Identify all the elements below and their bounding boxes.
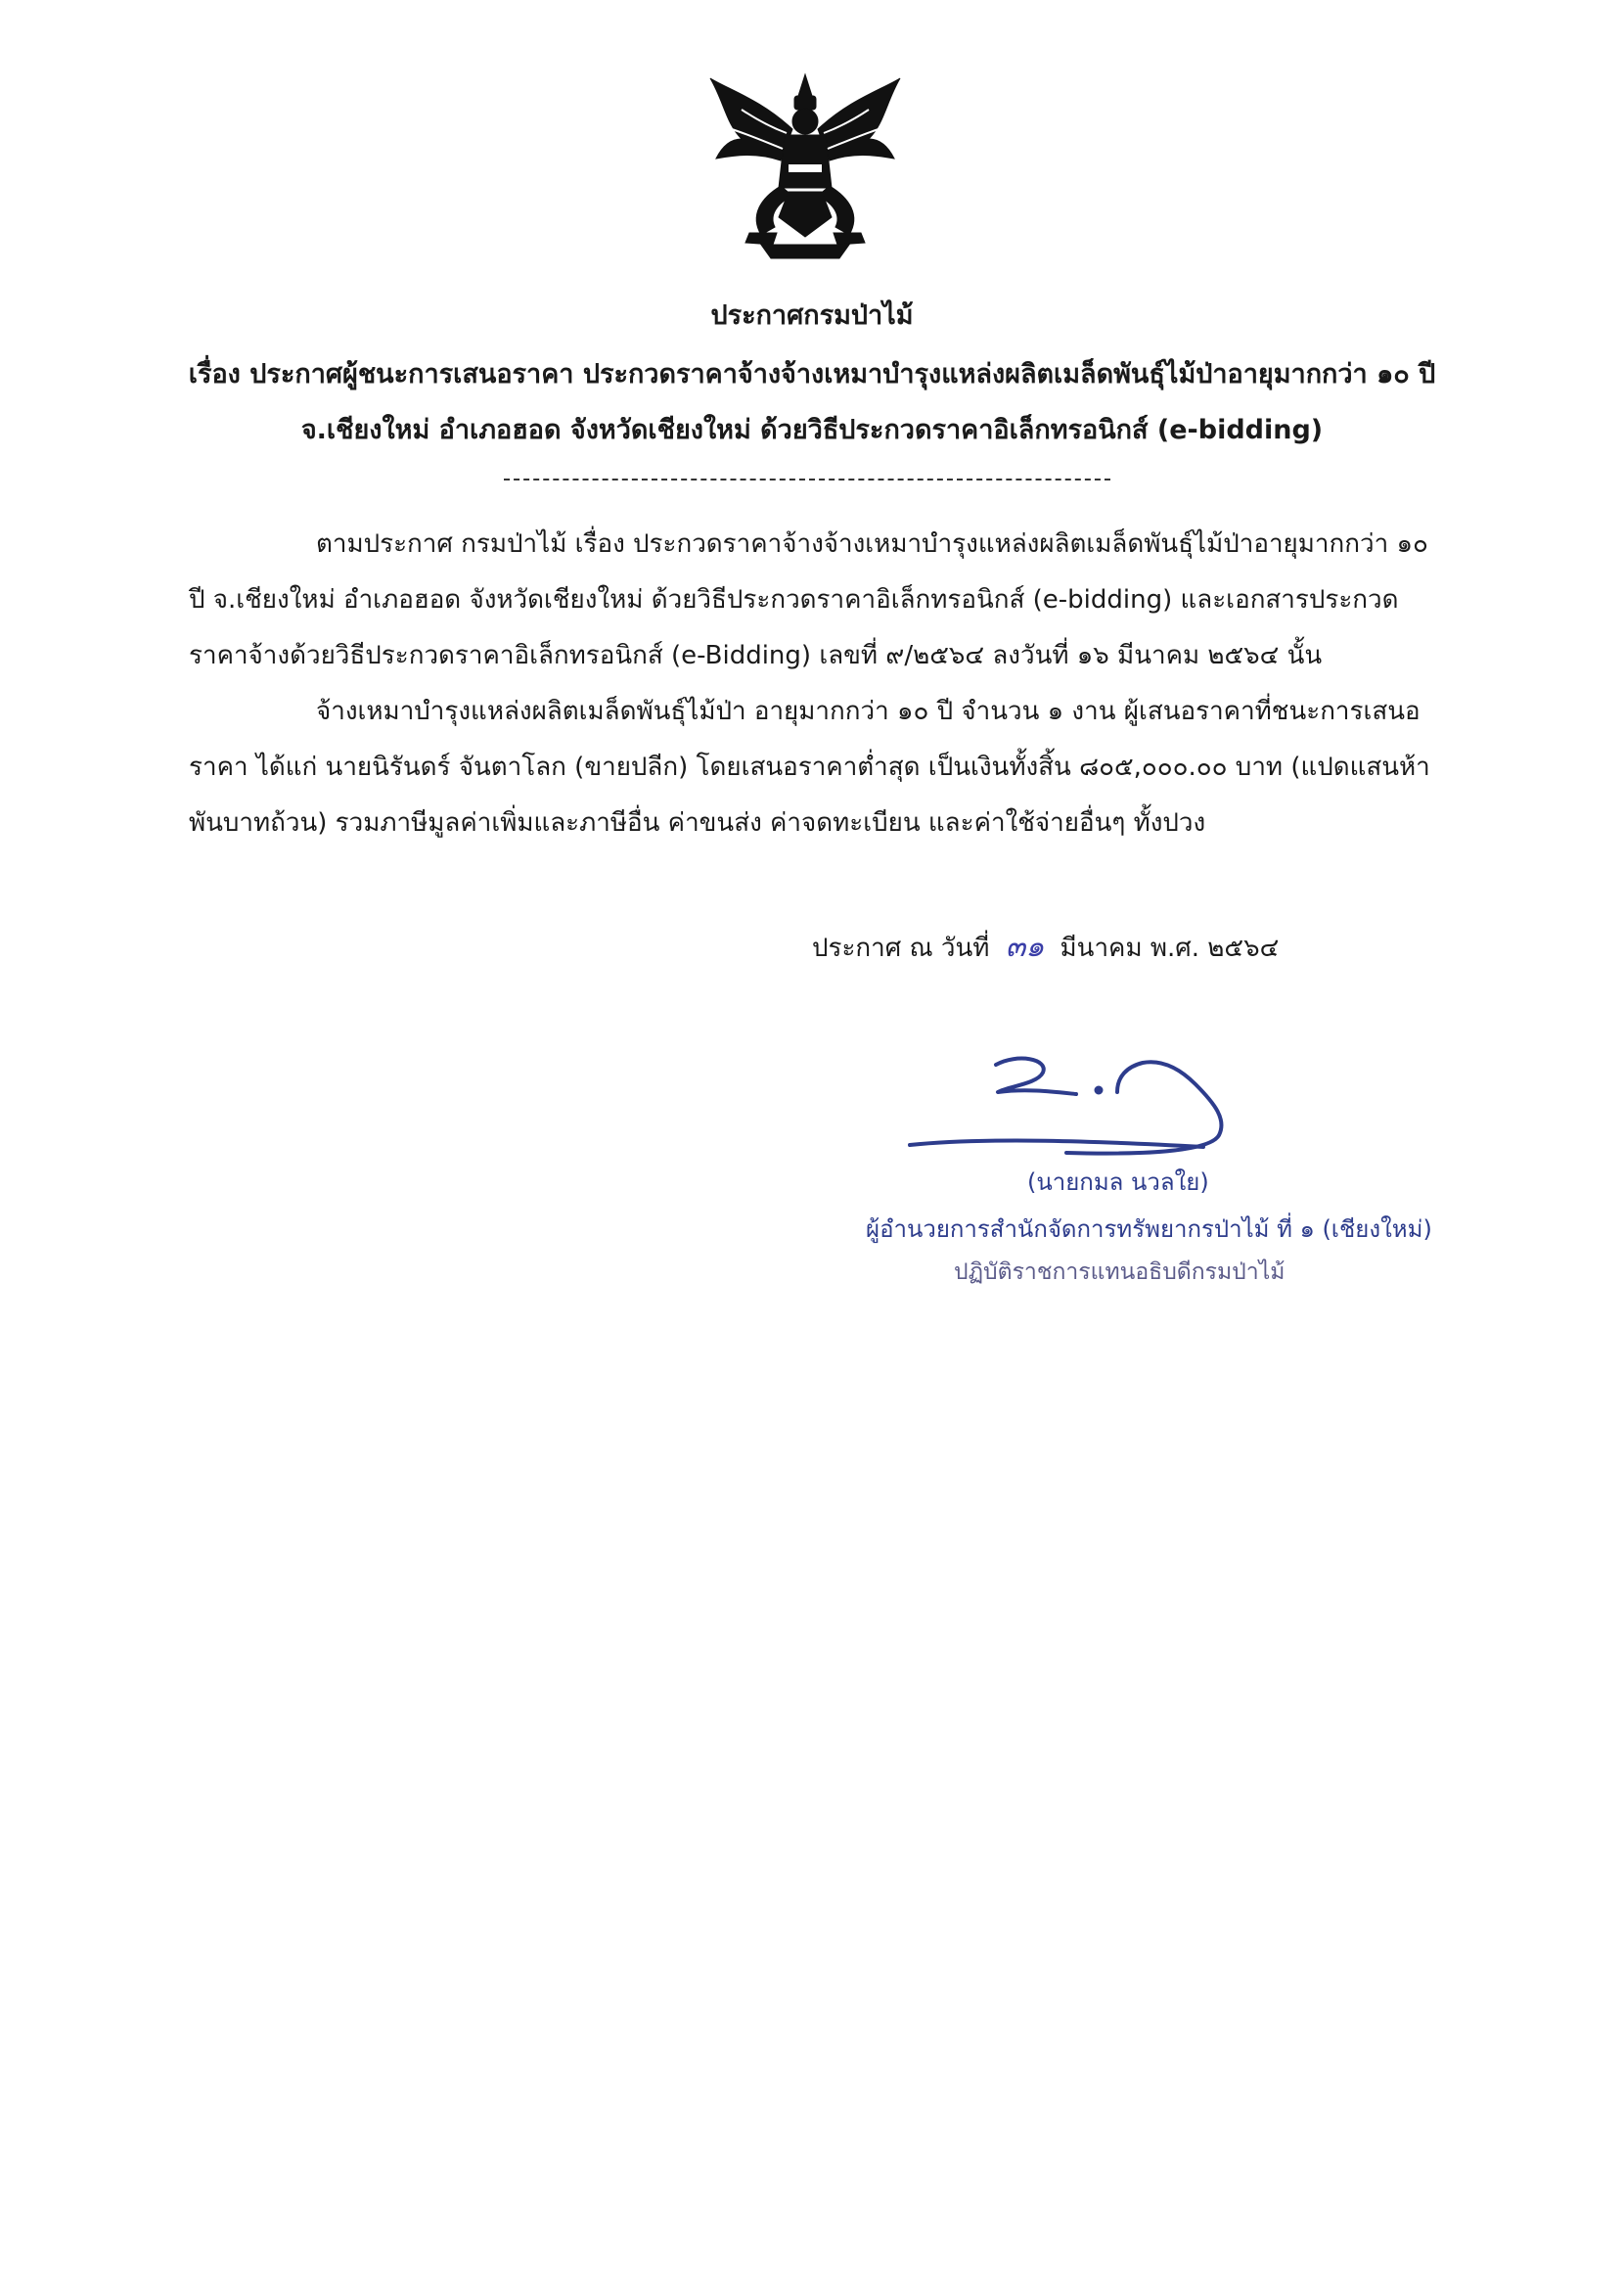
body-line-5: ราคา ได้แก่ นายนิรันดร์ จันตาโลก (ขายปลีก) โดยเสนอราคาต่ำสุด เป็นเงินทั้งสิ้น ๘๐๕,๐๐๐.๐๐ บาท (แปดแสนห้า: [189, 753, 1430, 782]
subject-line-1: เรื่อง ประกาศผู้ชนะการเสนอราคา ประกวดราคาจ้างจ้างเหมาบำรุงแหล่งผลิตเมล็ดพันธุ์ไม้ป่าอายุมากกว่า ๑๐ ปี: [188, 359, 1436, 389]
body-line-4: จ้างเหมาบำรุงแหล่งผลิตเมล็ดพันธุ์ไม้ป่า อายุมากกว่า ๑๐ ปี จำนวน ๑ งาน ผู้เสนอราคาที่ชนะการเสนอ: [316, 697, 1421, 726]
announcement-date: [812, 924, 1279, 970]
handwritten-signature: [871, 1037, 1282, 1174]
date-prefix: ประกาศ ณ วันที่: [812, 934, 990, 963]
garuda-emblem-icon: [702, 70, 908, 266]
date-day-handwritten: ๓๑: [1005, 930, 1045, 964]
signatory-acting-capacity: ปฏิบัติราชการแทนอธิบดีกรมป่าไม้: [954, 1259, 1286, 1285]
body-line-1: ตามประกาศ กรมป่าไม้ เรื่อง ประกวดราคาจ้างจ้างเหมาบำรุงแหล่งผลิตเมล็ดพันธุ์ไม้ป่าอายุมากกว่า ๑๐: [316, 529, 1428, 559]
body-line-2: ปี จ.เชียงใหม่ อำเภอฮอด จังหวัดเชียงใหม่ ด้วยวิธีประกวดราคาอิเล็กทรอนิกส์ (e-bidding) และเอกสารประกวด: [189, 585, 1399, 615]
document-title: ประกาศกรมป่าไม้: [710, 300, 914, 331]
subject-line-2: จ.เชียงใหม่ อำเภอฮอด จังหวัดเชียงใหม่ ด้วยวิธีประกวดราคาอิเล็กทรอนิกส์ (e-bidding): [300, 415, 1324, 445]
body-line-6: พันบาทถ้วน) รวมภาษีมูลค่าเพิ่มและภาษีอื่น ค่าขนส่ง ค่าจดทะเบียน และค่าใช้จ่ายอื่นๆ ทั้งปวง: [189, 808, 1206, 838]
dashed-separator: [504, 479, 1110, 480]
signatory-position: ผู้อำนวยการสำนักจัดการทรัพยากรป่าไม้ ที่ ๑ (เชียงใหม่): [866, 1215, 1432, 1243]
body-line-3: ราคาจ้างด้วยวิธีประกวดราคาอิเล็กทรอนิกส์ (e-Bidding) เลขที่ ๙/๒๕๖๔ ลงวันที่ ๑๖ มีนาคม ๒๕๖๔ นั้น: [189, 641, 1323, 670]
signatory-name: (นายกมล นวลใย): [1027, 1168, 1209, 1196]
date-suffix: มีนาคม พ.ศ. ๒๕๖๔: [1060, 934, 1280, 963]
